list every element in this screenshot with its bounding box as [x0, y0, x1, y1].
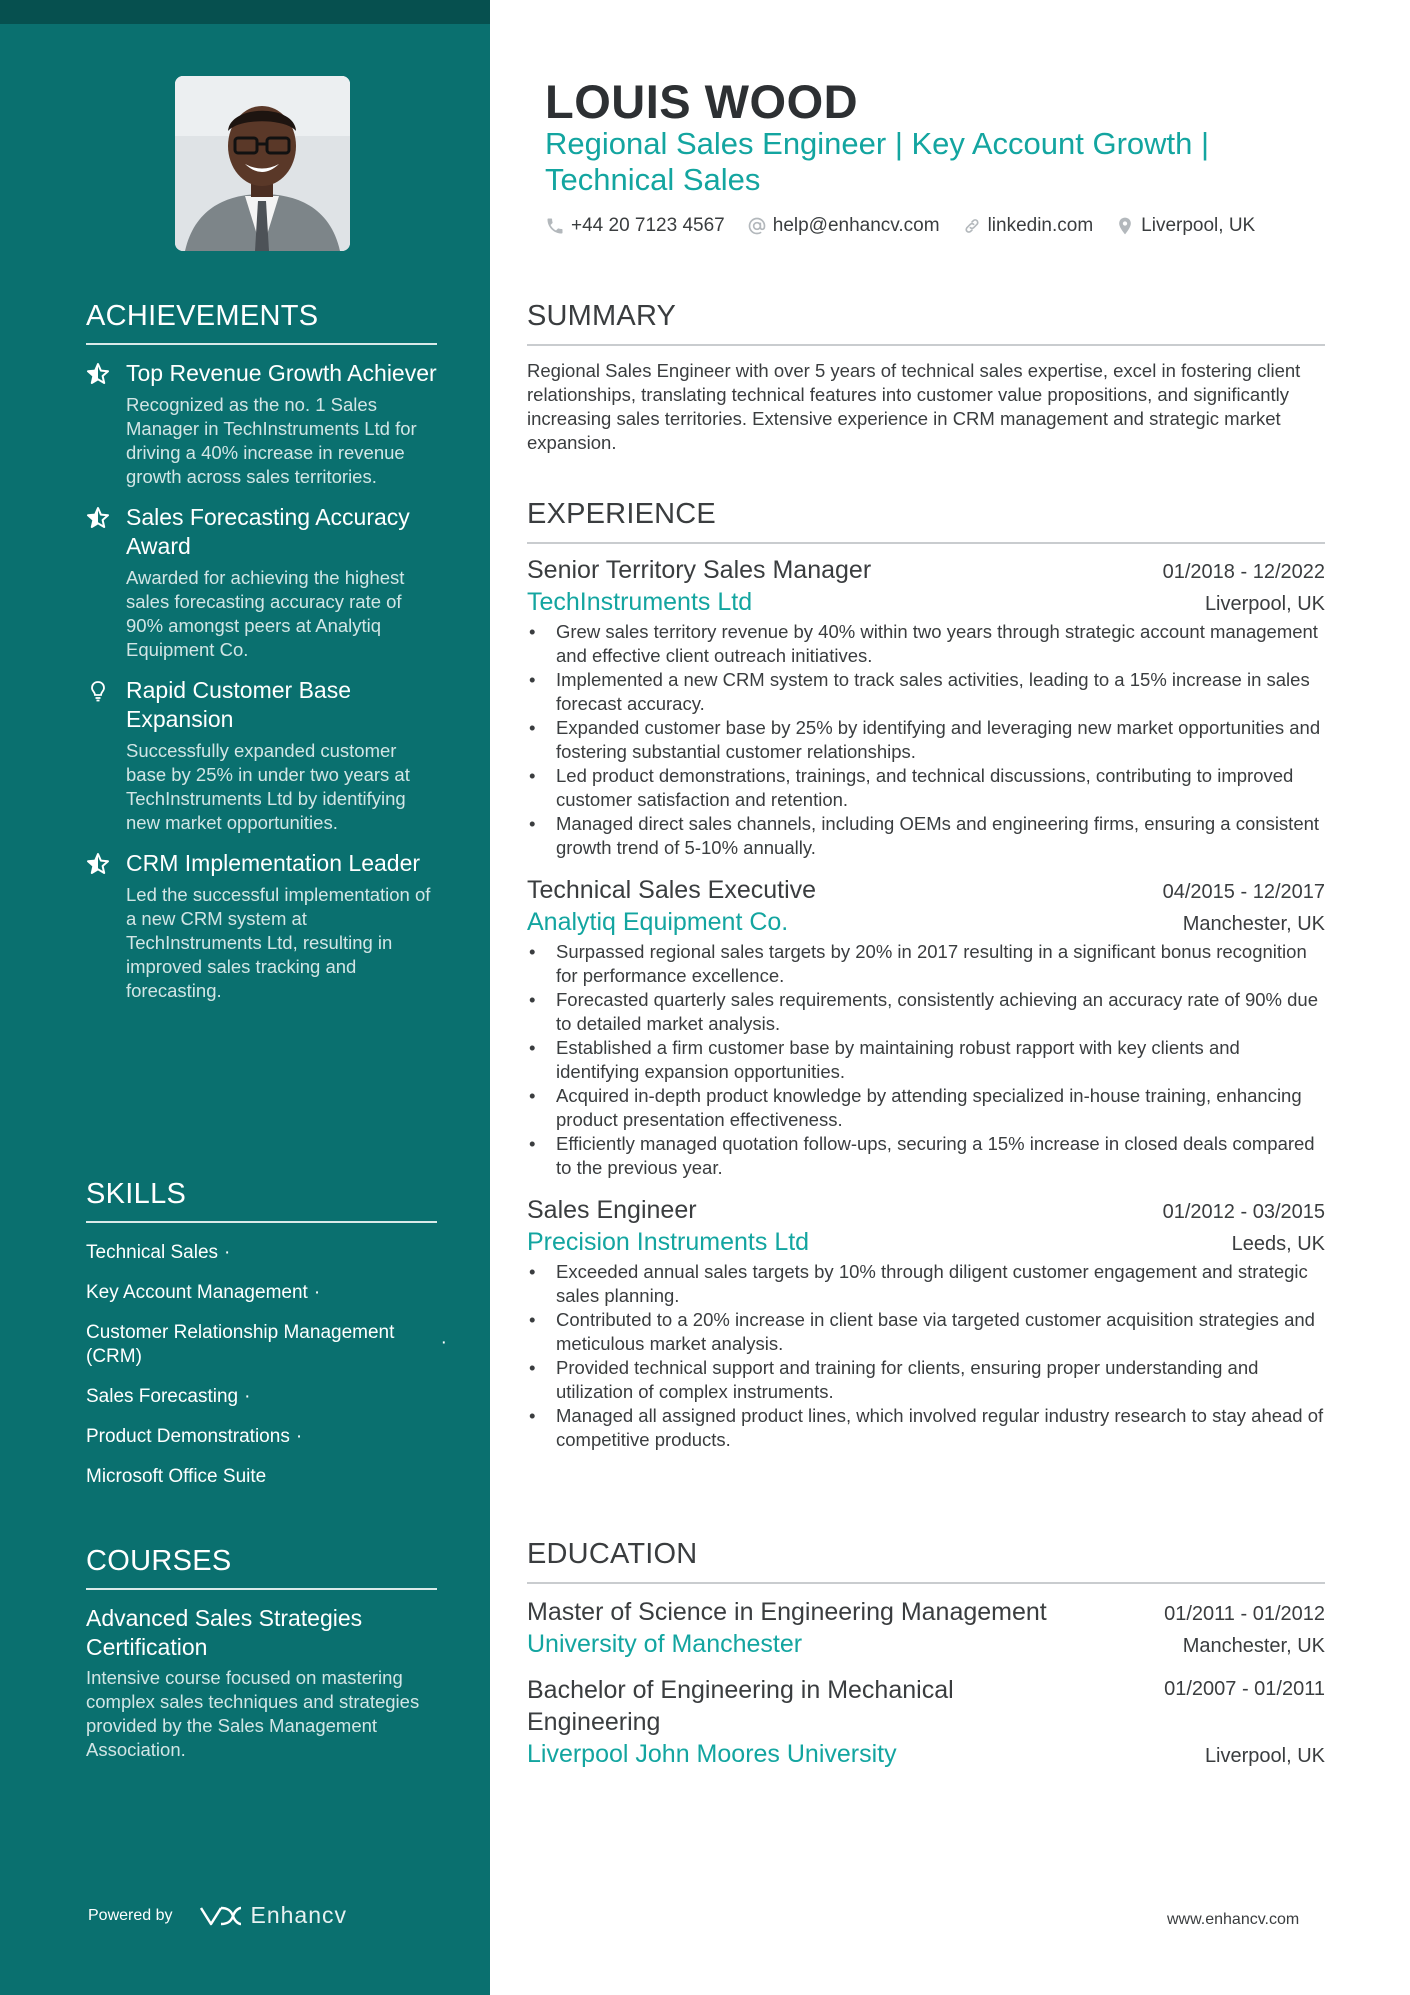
lightbulb-icon: [86, 679, 110, 703]
link-icon: [962, 216, 982, 236]
courses-section: [86, 1545, 437, 1762]
job-entry: [527, 1194, 1325, 1452]
job-location: Liverpool, UK: [1204, 593, 1325, 615]
location-pin-icon: [1115, 216, 1135, 236]
achievement-title: Top Revenue Growth Achiever: [126, 360, 437, 386]
skill-separator: ·: [440, 1332, 447, 1353]
job-entry: [527, 874, 1325, 1180]
job-company: Precision Instruments Ltd: [527, 1228, 810, 1256]
contact-bar: [545, 215, 1277, 237]
achievement-desc: Awarded for achieving the highest sales forecasting accuracy rate of 90% amongst peers at Analytiq Equipment Co.: [126, 567, 405, 660]
job-bullet: • Surpassed regional sales targets by 20% in 2017 resulting in a significant bonus recognition for performance excellence.: [527, 940, 1325, 988]
footer-url[interactable]: www.enhancv.com: [1167, 1911, 1300, 1928]
sidebar-top-band: [0, 0, 490, 24]
job-title: Technical Sales Executive: [527, 876, 817, 904]
location-text: Liverpool, UK: [1141, 215, 1256, 236]
job-location: Manchester, UK: [1182, 913, 1325, 935]
skill-label: Product Demonstrations: [86, 1426, 290, 1447]
phone-icon: [545, 216, 565, 236]
job-bullet: • Grew sales territory revenue by 40% within two years through strategic account management and effective client outreach initiatives.: [527, 620, 1325, 668]
job-bullet: • Established a firm customer base by maintaining robust rapport with key clients and identifying expansion opportunities.: [527, 1036, 1325, 1084]
achievement-desc: Recognized as the no. 1 Sales Manager in TechInstruments Ltd for driving a 40% increase in revenue growth across sales territories.: [126, 394, 417, 487]
achievement-item: [86, 849, 437, 1003]
education-entry: [527, 1674, 1325, 1770]
contact-email[interactable]: [747, 215, 940, 237]
skill-separator: ·: [313, 1282, 321, 1303]
job-bullets: [527, 940, 1325, 1180]
skill-item: [86, 1233, 437, 1273]
skills-section: [86, 1178, 447, 1497]
courses-heading: COURSES: [86, 1545, 437, 1590]
job-bullet: • Managed direct sales channels, including OEMs and engineering firms, ensuring a consistent growth trend of 5-10% annually.: [527, 812, 1325, 860]
enhancv-logo-icon: [197, 1904, 243, 1928]
education-dates: 01/2007 - 01/2011: [1164, 1678, 1325, 1700]
degree-title: Bachelor of Engineering in Mechanical Engineering: [527, 1676, 954, 1736]
education-dates: 01/2011 - 01/2012: [1164, 1603, 1325, 1625]
job-dates: 01/2018 - 12/2022: [1162, 561, 1325, 583]
avatar: [175, 76, 350, 251]
summary-heading: SUMMARY: [527, 300, 1325, 346]
school-name: Liverpool John Moores University: [527, 1740, 897, 1768]
powered-by: [88, 1902, 347, 1929]
job-company: TechInstruments Ltd: [527, 588, 753, 616]
education-section: [527, 1538, 1325, 1770]
education-entry: [527, 1596, 1325, 1660]
achievement-title: Sales Forecasting Accuracy Award: [126, 504, 410, 559]
job-dates: 01/2012 - 03/2015: [1162, 1201, 1325, 1223]
achievement-item: [86, 359, 437, 489]
achievement-item: [86, 676, 437, 835]
job-dates: 04/2015 - 12/2017: [1162, 881, 1325, 903]
job-location: Leeds, UK: [1231, 1233, 1325, 1255]
skill-item: [86, 1417, 437, 1457]
job-bullet: • Implemented a new CRM system to track sales activities, leading to a 15% increase in sales forecast accuracy.: [527, 668, 1325, 716]
candidate-name: LOUIS WOOD: [545, 75, 859, 128]
job-company: Analytiq Equipment Co.: [527, 908, 789, 936]
phone-text: +44 20 7123 4567: [571, 215, 725, 236]
contact-linkedin[interactable]: [962, 215, 1094, 237]
skill-item: [86, 1457, 437, 1497]
course-desc: Intensive course focused on mastering complex sales techniques and strategies provided by the Sales Management Association.: [86, 1667, 420, 1760]
job-bullet: • Led product demonstrations, trainings, and technical discussions, contributing to improved customer satisfaction and retention.: [527, 764, 1325, 812]
star-icon: [86, 362, 110, 386]
at-icon: [747, 216, 767, 236]
achievement-desc: Led the successful implementation of a new CRM system at TechInstruments Ltd, resulting in improved sales tracking and forecasting.: [126, 884, 431, 1001]
linkedin-text: linkedin.com: [987, 215, 1094, 236]
sidebar: [0, 0, 490, 1995]
job-title: Senior Territory Sales Manager: [527, 556, 872, 584]
job-bullet: • Acquired in-depth product knowledge by attending specialized in-house training, enhancing product presentation effectiveness.: [527, 1084, 1325, 1132]
job-title: Sales Engineer: [527, 1196, 697, 1224]
achievement-desc: Successfully expanded customer base by 25% in under two years at TechInstruments Ltd by identifying new market opportunities.: [126, 740, 410, 833]
profile-photo: [175, 76, 350, 251]
job-entry: [527, 554, 1325, 860]
skill-separator: ·: [295, 1426, 303, 1447]
skill-label: Technical Sales: [86, 1242, 219, 1263]
skill-separator: ·: [224, 1242, 231, 1263]
job-bullet: • Provided technical support and training for clients, ensuring proper understanding and utilization of complex instruments.: [527, 1356, 1325, 1404]
skill-item: [86, 1313, 447, 1377]
skill-label: Customer Relationship Management (CRM): [86, 1322, 395, 1367]
job-bullet: • Expanded customer base by 25% by identifying and leveraging new market opportunities and fostering substantial customer relationships.: [527, 716, 1325, 764]
contact-location: [1115, 215, 1255, 237]
job-bullets: [527, 1260, 1325, 1452]
skill-item: [86, 1377, 437, 1417]
achievements-heading: ACHIEVEMENTS: [86, 300, 437, 345]
skill-label: Microsoft Office Suite: [86, 1466, 267, 1487]
achievement-title: CRM Implementation Leader: [126, 850, 421, 876]
summary-section: [527, 300, 1325, 455]
skill-separator: ·: [244, 1386, 251, 1407]
skill-label: Sales Forecasting: [86, 1386, 239, 1407]
star-icon: [86, 506, 110, 530]
achievement-title: Rapid Customer Base Expansion: [126, 677, 351, 732]
contact-phone[interactable]: [545, 215, 725, 237]
achievement-item: [86, 503, 437, 662]
skill-label: Key Account Management: [86, 1282, 308, 1303]
job-bullet: • Managed all assigned product lines, which involved regular industry research to stay ahead of competitive products.: [527, 1404, 1325, 1452]
job-bullet: • Exceeded annual sales targets by 10% through diligent customer engagement and strategic sales planning.: [527, 1260, 1325, 1308]
enhancv-brand: Enhancv: [250, 1902, 348, 1928]
job-bullet: • Forecasted quarterly sales requirements, consistently achieving an accuracy rate of 90% due to detailed market analysis.: [527, 988, 1325, 1036]
job-bullet: • Contributed to a 20% increase in client base via targeted customer acquisition strategies and meticulous market analysis.: [527, 1308, 1325, 1356]
school-location: Manchester, UK: [1182, 1635, 1325, 1657]
degree-title: Master of Science in Engineering Management: [527, 1598, 1047, 1626]
powered-by-label: Powered by: [88, 1906, 173, 1924]
candidate-headline: Regional Sales Engineer | Key Account Growth | Technical Sales: [545, 126, 1210, 197]
skill-item: [86, 1273, 437, 1313]
education-heading: EDUCATION: [527, 1538, 1325, 1584]
achievements-section: [86, 300, 437, 1003]
job-bullet: • Efficiently managed quotation follow-ups, securing a 15% increase in closed deals compared to the previous year.: [527, 1132, 1325, 1180]
experience-section: [527, 498, 1325, 1452]
school-location: Liverpool, UK: [1204, 1745, 1325, 1767]
experience-heading: EXPERIENCE: [527, 498, 1325, 544]
course-title: Advanced Sales Strategies Certification: [86, 1605, 363, 1660]
email-text: help@enhancv.com: [772, 215, 940, 236]
star-icon: [86, 852, 110, 876]
skills-heading: SKILLS: [86, 1178, 437, 1223]
summary-text: Regional Sales Engineer with over 5 years of technical sales expertise, excel in fostering client relationships, translating technical features into customer value propositions, and significantly increasing sales territories. Extensive experience in CRM management and strategic market expansion.: [527, 360, 1301, 453]
job-bullets: [527, 620, 1325, 860]
school-name: University of Manchester: [527, 1630, 803, 1658]
